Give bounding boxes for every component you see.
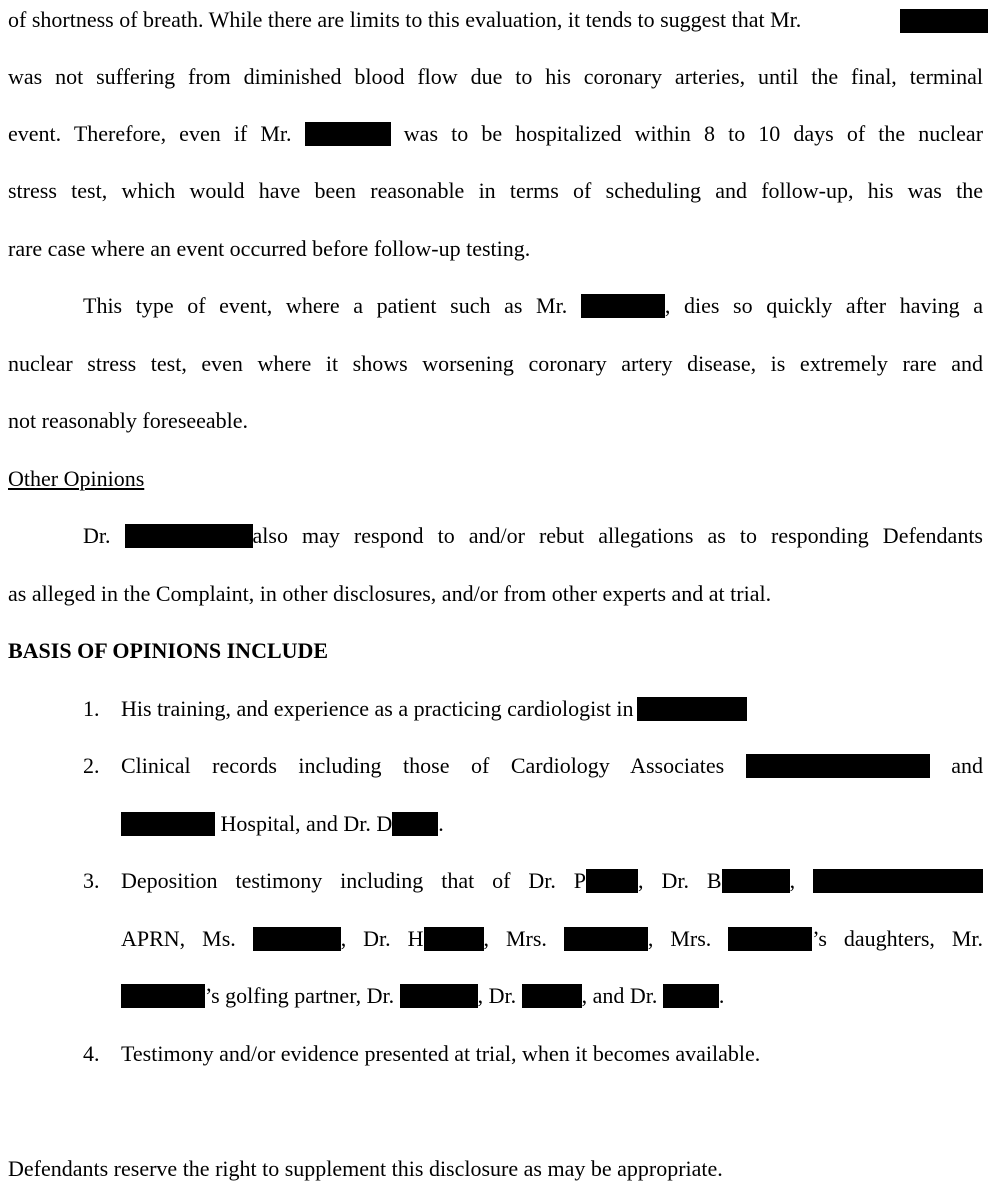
text-run: was to be hospitalized within 8 to 10 days of the nuclear — [403, 121, 984, 146]
paragraph-line — [8, 351, 983, 377]
redaction-block — [564, 927, 648, 951]
list-item-number: 2. — [83, 753, 100, 778]
text-run: , Mrs. — [647, 926, 712, 951]
text-run: Dr. — [83, 523, 111, 548]
text-run: Deposition testimony including that of Dr. P — [121, 868, 587, 893]
text-run: , Dr. B — [638, 868, 722, 893]
text-run: This type of event, where a patient such as Mr. — [83, 293, 568, 318]
paragraph-line — [83, 523, 983, 549]
list-item — [121, 868, 983, 894]
redaction-block — [722, 869, 790, 893]
text-run: stress test, which would have been reasonable in terms of scheduling and follow-up, his was the — [8, 178, 983, 203]
text-run: APRN, Ms. — [121, 926, 236, 951]
paragraph-line — [8, 7, 801, 33]
text-run: . — [718, 983, 725, 1008]
list-item — [121, 696, 747, 722]
redaction-block — [581, 294, 665, 318]
redaction-block — [746, 754, 930, 778]
text-run: as alleged in the Complaint, in other disclosures, and/or from other experts and at trial. — [8, 581, 772, 606]
paragraph-line — [8, 121, 983, 147]
text-run: . — [438, 811, 444, 836]
redaction-block — [900, 9, 988, 33]
section-heading: BASIS OF OPINIONS INCLUDE — [8, 638, 329, 663]
closing-statement: Defendants reserve the right to supplement this disclosure as may be appropriate. — [8, 1156, 723, 1181]
text-run: nuclear stress test, even where it shows worsening coronary artery disease, is extremely rare and — [8, 351, 983, 376]
text-run: and — [951, 753, 983, 778]
text-run: ’s daughters, Mr. — [812, 926, 984, 951]
redaction-block — [253, 927, 341, 951]
redaction-block — [424, 927, 484, 951]
text-run: , dies so quickly after having a — [664, 293, 983, 318]
text-run: Testimony and/or evidence presented at trial, when it becomes available. — [121, 1041, 761, 1066]
text-run: also may respond to and/or rebut allegations as to responding Defendants — [252, 523, 983, 548]
paragraph-line — [8, 178, 983, 204]
redaction-block — [125, 524, 253, 548]
paragraph-line — [8, 64, 983, 90]
redaction-block — [121, 984, 205, 1008]
list-item-continuation — [121, 811, 444, 837]
list-item — [121, 1041, 760, 1067]
list-item-number: 1. — [83, 696, 100, 721]
paragraph-line — [8, 408, 248, 434]
text-run: , and Dr. — [581, 983, 658, 1008]
text-run: was not suffering from diminished blood flow due to his coronary arteries, until the final, terminal — [8, 64, 983, 89]
redaction-block — [586, 869, 638, 893]
redaction-block — [400, 984, 478, 1008]
paragraph-line — [8, 581, 771, 607]
text-run: , Dr. H — [340, 926, 424, 951]
redaction-block — [522, 984, 582, 1008]
list-item-number: 3. — [83, 868, 100, 893]
redaction-block — [813, 869, 983, 893]
text-run: Hospital, and Dr. D — [220, 811, 393, 836]
redaction-block — [121, 812, 215, 836]
text-run: event. Therefore, even if Mr. — [8, 121, 292, 146]
redaction-block — [728, 927, 812, 951]
text-run: His training, and experience as a practicing cardiologist in — [121, 696, 634, 721]
redaction-block — [392, 812, 438, 836]
redaction-block — [663, 984, 719, 1008]
redaction-block — [637, 697, 747, 721]
text-run: not reasonably foreseeable. — [8, 408, 249, 433]
paragraph-line — [8, 236, 530, 262]
text-run: ’s golfing partner, Dr. — [205, 983, 395, 1008]
text-run: , Mrs. — [483, 926, 547, 951]
list-item-continuation — [121, 926, 983, 952]
text-run: of shortness of breath. While there are limits to this evaluation, it tends to suggest that Mr. — [8, 7, 802, 32]
paragraph-line — [83, 293, 983, 319]
text-run: rare case where an event occurred before follow-up testing. — [8, 236, 531, 261]
section-heading: Other Opinions — [8, 466, 145, 491]
text-run: , Dr. — [477, 983, 517, 1008]
list-item — [121, 753, 983, 779]
list-item-number: 4. — [83, 1041, 100, 1066]
text-run: Clinical records including those of Cardiology Associates — [121, 753, 725, 778]
redaction-block — [305, 122, 391, 146]
list-item-continuation — [121, 983, 724, 1009]
text-run: , — [789, 868, 796, 893]
